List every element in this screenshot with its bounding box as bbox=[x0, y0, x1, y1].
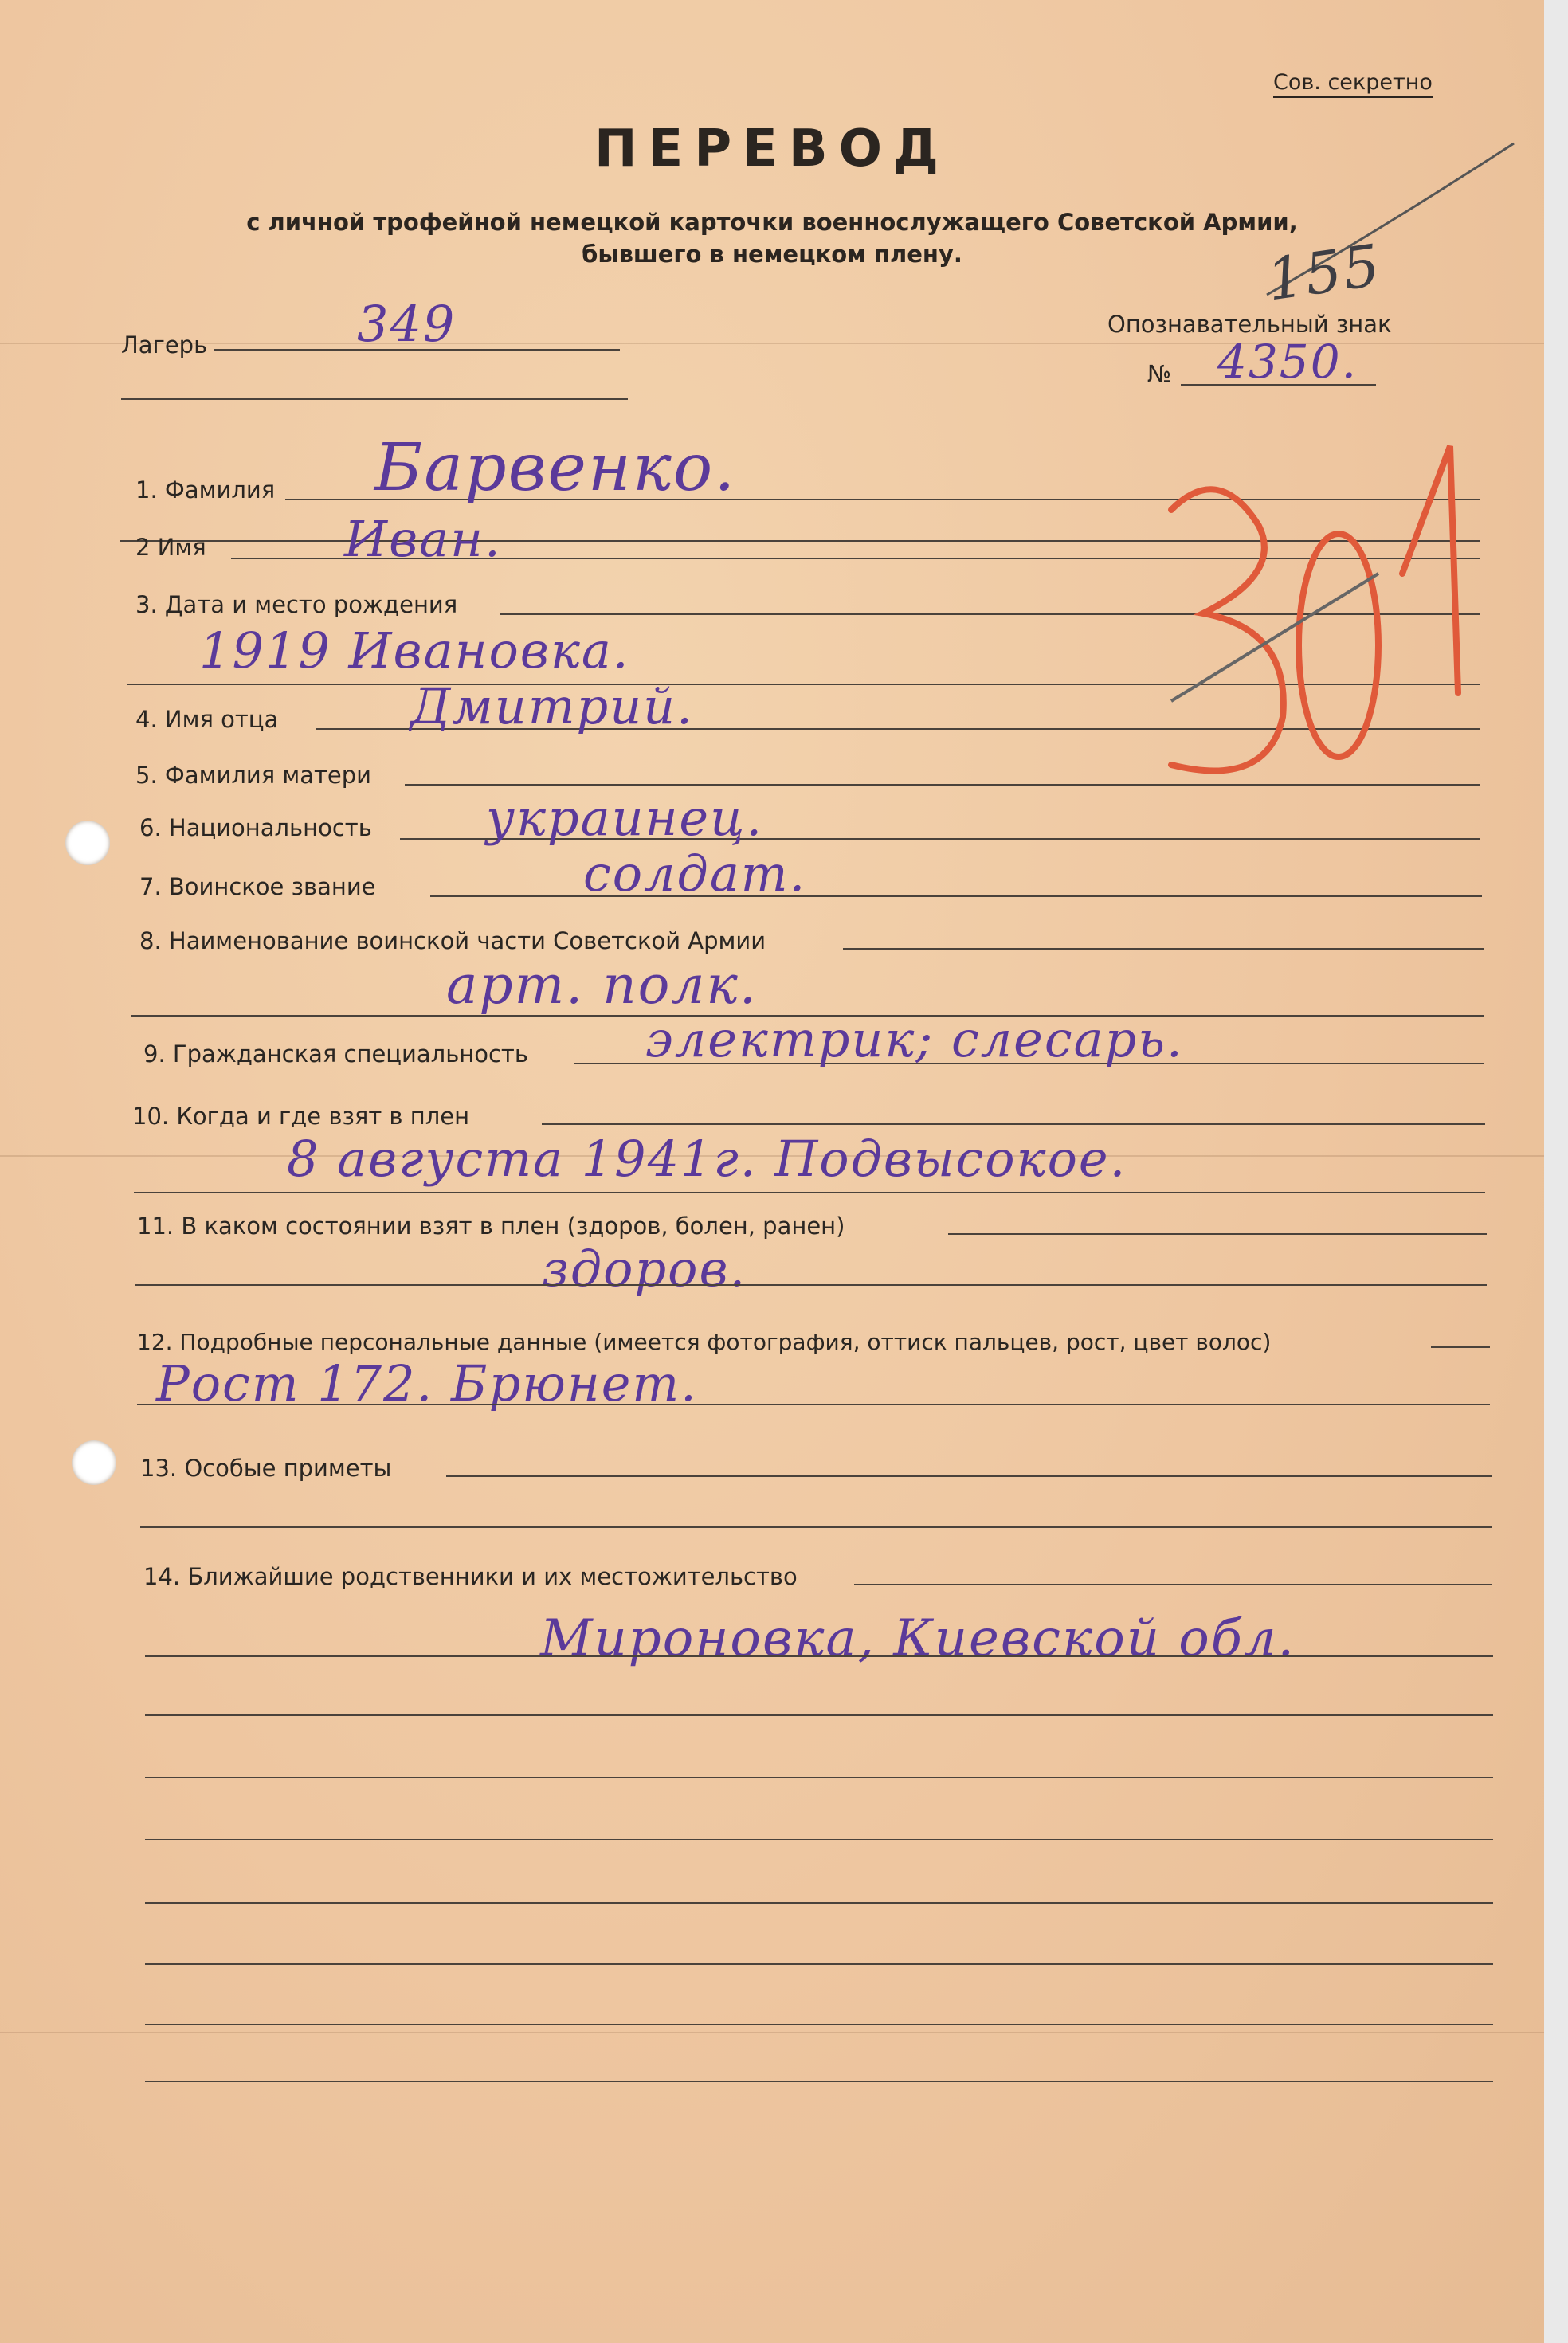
id-tag-value: 4350. bbox=[1217, 335, 1358, 389]
document-title: ПЕРЕВОД bbox=[594, 120, 951, 178]
field-condition-value: здоров. bbox=[542, 1240, 747, 1298]
blank-line bbox=[145, 1777, 1493, 1778]
field-birth-label: 3. Дата и место рождения bbox=[135, 591, 458, 618]
blank-line bbox=[145, 1902, 1493, 1904]
blank-line bbox=[145, 1714, 1493, 1716]
field-surname-value: Барвенко. bbox=[374, 430, 737, 506]
punch-hole bbox=[72, 1440, 116, 1485]
blank-line bbox=[145, 2081, 1493, 2082]
field-personal-line bbox=[1431, 1346, 1490, 1348]
pencil-number: 155 bbox=[1262, 231, 1386, 314]
camp-label: Лагерь bbox=[121, 331, 208, 359]
field-profession-value: электрик; слесарь. bbox=[645, 1010, 1184, 1068]
field-personal-label: 12. Подробные персональные данные (имеется фотография, оттиск пальцев, рост, цвет волос) bbox=[137, 1329, 1272, 1355]
document-subtitle-line2: бывшего в немецком плену. bbox=[582, 241, 962, 268]
punch-hole bbox=[65, 821, 110, 865]
field-personal-line-2 bbox=[137, 1404, 1490, 1405]
red-pencil-annotation bbox=[1107, 430, 1490, 813]
field-captured-value: 8 августа 1941г. Подвысокое. bbox=[287, 1130, 1127, 1188]
classification-stamp: Сов. секретно bbox=[1273, 70, 1433, 98]
field-surname-label: 1. Фамилия bbox=[135, 476, 276, 503]
field-birth-value: 1919 Ивановка. bbox=[199, 621, 630, 680]
field-nationality-label: 6. Национальность bbox=[139, 814, 372, 841]
field-personal-value: Рост 172. Брюнет. bbox=[156, 1354, 698, 1412]
field-marks-line-2 bbox=[140, 1526, 1492, 1528]
field-relatives-value: Мироновка, Киевской обл. bbox=[540, 1609, 1296, 1668]
field-unit-label: 8. Наименование воинской части Советской Армии bbox=[139, 927, 766, 954]
field-father-value: Дмитрий. bbox=[410, 677, 694, 735]
fold-line bbox=[0, 2032, 1544, 2033]
field-condition-line bbox=[948, 1233, 1487, 1235]
field-father-label: 4. Имя отца bbox=[135, 706, 279, 733]
camp-value: 349 bbox=[357, 295, 457, 353]
field-relatives-line bbox=[854, 1584, 1492, 1585]
id-tag-label: Опознавательный знак bbox=[1107, 311, 1392, 338]
field-rank-value: солдат. bbox=[583, 844, 807, 903]
blank-line bbox=[145, 1655, 1493, 1657]
field-name-value: Иван. bbox=[344, 510, 502, 568]
field-marks-line bbox=[446, 1475, 1492, 1477]
field-marks-label: 13. Особые приметы bbox=[140, 1455, 392, 1482]
field-nationality-value: украинец. bbox=[486, 789, 764, 847]
field-mother-label: 5. Фамилия матери bbox=[135, 762, 372, 789]
field-captured-line-2 bbox=[134, 1192, 1485, 1193]
id-tag-number-sign: № bbox=[1147, 360, 1172, 387]
field-unit-line bbox=[843, 948, 1484, 950]
field-relatives-label: 14. Ближайшие родственники и их местожительство bbox=[143, 1563, 798, 1590]
field-captured-line bbox=[542, 1123, 1485, 1125]
blank-line bbox=[145, 2024, 1493, 2025]
field-profession-label: 9. Гражданская специальность bbox=[143, 1040, 528, 1068]
field-name-label: 2 Имя bbox=[135, 534, 206, 561]
field-unit-value: арт. полк. bbox=[446, 954, 758, 1016]
field-condition-line-2 bbox=[135, 1284, 1487, 1286]
field-condition-label: 11. В каком состоянии взят в плен (здоров, болен, ранен) bbox=[137, 1213, 845, 1240]
camp-underline-2 bbox=[121, 398, 628, 400]
field-captured-label: 10. Когда и где взят в плен bbox=[132, 1103, 470, 1130]
document-subtitle-line1: с личной трофейной немецкой карточки военнослужащего Советской Армии, bbox=[246, 209, 1298, 236]
blank-line bbox=[145, 1963, 1493, 1965]
field-rank-label: 7. Воинское звание bbox=[139, 873, 376, 900]
blank-line bbox=[145, 1839, 1493, 1840]
